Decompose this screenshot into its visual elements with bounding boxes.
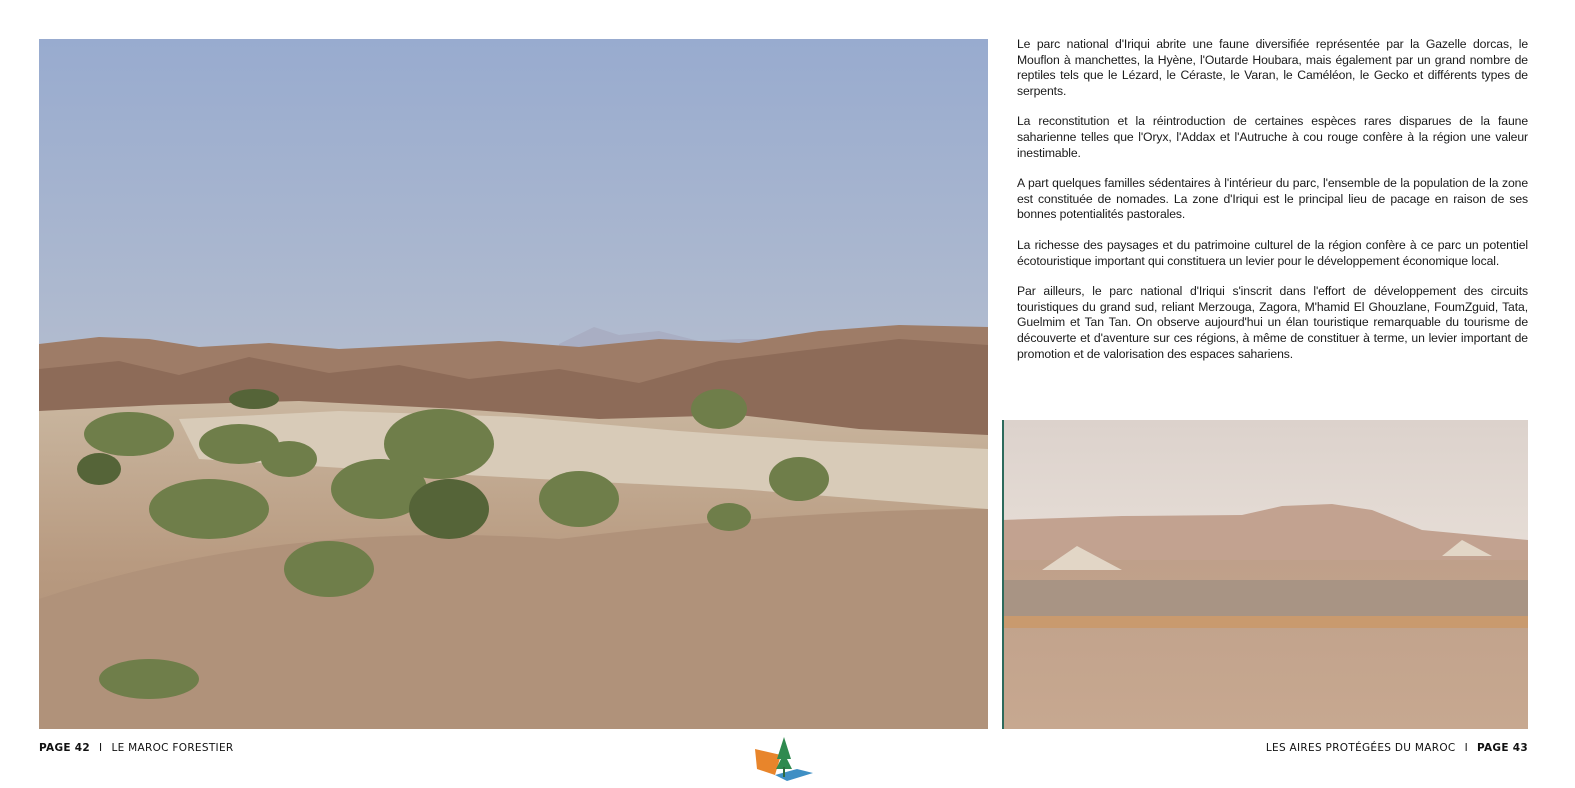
wadi-landscape-photo — [39, 39, 988, 729]
desert-plain-photo — [1002, 420, 1528, 729]
footer-left — [39, 742, 233, 754]
paragraph-circuits: Par ailleurs, le parc national d'Iriqui s'inscrit dans l'effort de développement des circuits touristiques du grand sud, reliant Merzouga, Zagora, M'hamid El Ghouzlane, FoumZguid, Tata, Guelmim et Tan Tan. On observe aujourd'hui un élan touristique remarquable du tourisme de découverte et d'aventure sur ces régions, à même de constituer à terme, un levier important de promotion et de valorisation des espaces sahariens. — [1017, 284, 1528, 361]
article-text — [1017, 37, 1528, 377]
publication-title-right: LES AIRES PROTÉGÉES DU MAROC — [1265, 742, 1456, 754]
footer-right — [1266, 742, 1528, 754]
paragraph-reintroduction: La reconstitution et la réintroduction de certaines espèces rares disparues de la faune saharienne telles que l'Oryx, l'Addax et l'Autruche à cou rouge confère à la région une valeur inestimable. — [1017, 114, 1528, 160]
paragraph-fauna: Le parc national d'Iriqui abrite une faune diversifiée représentée par la Gazelle dorcas, le Mouflon à manchettes, la Hyène, l'Outarde Houbara, mais également par un grand nombre de reptiles tels que le Lézard, le Céraste, le Varan, le Caméléon, le Gecko et différents types de serpents. — [1017, 37, 1528, 98]
publication-title-left: LE MAROC FORESTIER — [111, 742, 234, 754]
paragraph-population: A part quelques familles sédentaires à l'intérieur du parc, l'ensemble de la population de la zone est constituée de nomades. La zone d'Iriqui est le principal lieu de pacage en raison de ses bonnes potentialités pastorales. — [1017, 176, 1528, 222]
tree-emblem-icon — [753, 735, 815, 781]
footer-separator-right: I — [1464, 742, 1468, 754]
paragraph-ecotourism: La richesse des paysages et du patrimoine culturel de la région confère à ce parc un potentiel écotouristique important qui constituera un levier pour le développement économique local. — [1017, 237, 1528, 268]
page-number-left: PAGE 42 — [39, 742, 91, 754]
footer-separator-left: I — [99, 742, 103, 754]
page-number-right: PAGE 43 — [1476, 742, 1528, 754]
